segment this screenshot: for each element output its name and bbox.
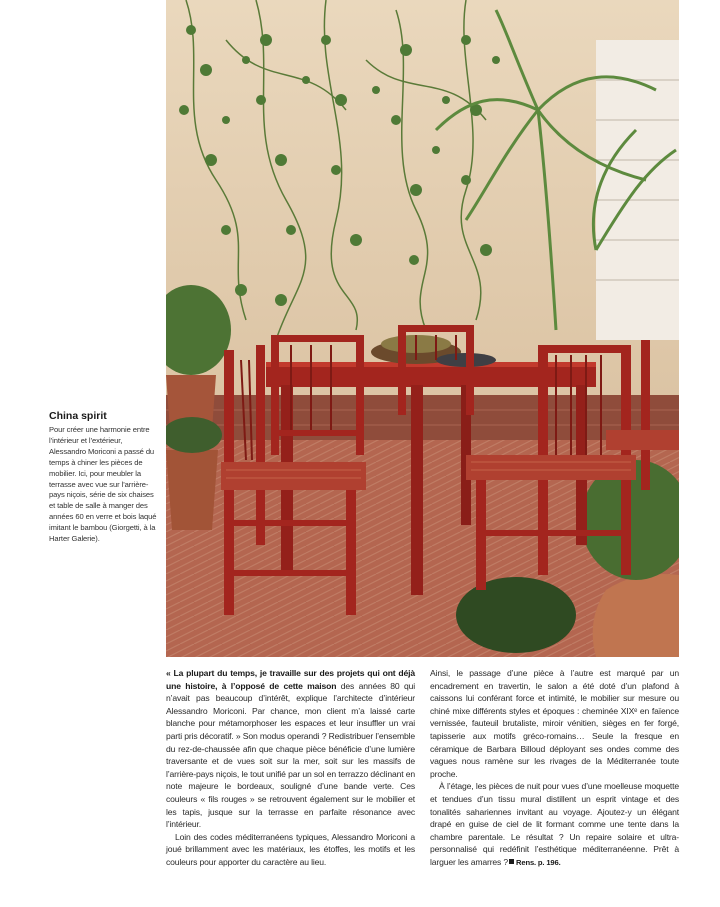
article-paragraph-text: des années 80 qui n’avait pas beaucoup d’intérêt, explique l’architecte d’intérieur Alessandro Moriconi. Par chance, mon client m’a laissé carte blanche pour métamorphoser les espaces et leur insuffler un vrai parti pris décoratif. » Son modus operandi ? Redistribuer l’ensemble du rez-de-chaussée afin que chaque pièce bénéficie d’une lumière traversante et de vues soit sur la mer, soit sur les massifs de l’arrière-pays niçois, le tout unifié par un sol en terrazzo déclinant en note majeure le bordeaux, souligné d’une bande verte. Ces couleurs « fils rouges » se retrouvent également sur le mobilier et les tapis, jusque sur la terrasse en parfaite résonance avec l’intérieur. [166,680,415,830]
article-paragraph [430,780,679,869]
article-paragraph-text: À l’étage, les pièces de nuit pour vues d’une moelleuse moquette et tendues d’un tissu mural distillent un esprit vintage et des tonalités sahariennes invitant au voyage. Ajoutez-y un élégant drapé en guise de ciel de lit formant comme une tente dans la chambre parentale. Le résultat ? Un repaire solaire et ultra-personnalisé qui redéfinit l’esthétique méditerranéenne. Prêt à larguer les amarres ? [430,781,679,867]
article-paragraph: Ainsi, le passage d’une pièce à l’autre est marqué par un encadrement en travertin, le salon a été doté d’un plafond à caissons lui conférant force et intimité, le mobilier sur mesure ou chiné mixe différents styles et époques : cheminée XIXᵉ en faïence vernissée, fauteuil brutaliste, miroir vénitien, sièges en fer forgé, tapisserie aux motifs gréco-romains… Seule la fresque en céramique de Barbara Billoud déployant ses ondes comme des vagues nous ramène sur les rivages de la Méditerranée toute proche. [430,668,679,779]
article-lead-quote: « La plupart du temps, je travaille sur des projets qui ont déjà une histoire, à l’opposé de cette maison [166,668,415,691]
end-square-icon [509,859,514,864]
terrace-photo [166,0,679,657]
caption-body: Pour créer une harmonie entre l’intérieur et l’extérieur, Alessandro Moriconi a passé du temps à chiner les pièces de mobilier. Ici, pour meubler la terrasse avec vue sur l’arrière-pays niçois, série de six chaises et table de salle à manger des années 60 en verre et bois laqué imitant le bambou (Giorgetti, à la Harter Galerie). [49,425,157,544]
reference-note: Rens. p. 196. [516,857,561,867]
photo-caption [49,410,159,545]
article-paragraph: Loin des codes méditerranéens typiques, Alessandro Moriconi a joué brillamment avec les matériaux, les étoffes, les motifs et les couleurs pour apporter du caractère au lieu. [166,831,415,867]
article-column-right [430,667,679,870]
article-column-left [166,667,415,869]
article-paragraph [166,667,415,831]
caption-title: China spirit [49,410,107,422]
